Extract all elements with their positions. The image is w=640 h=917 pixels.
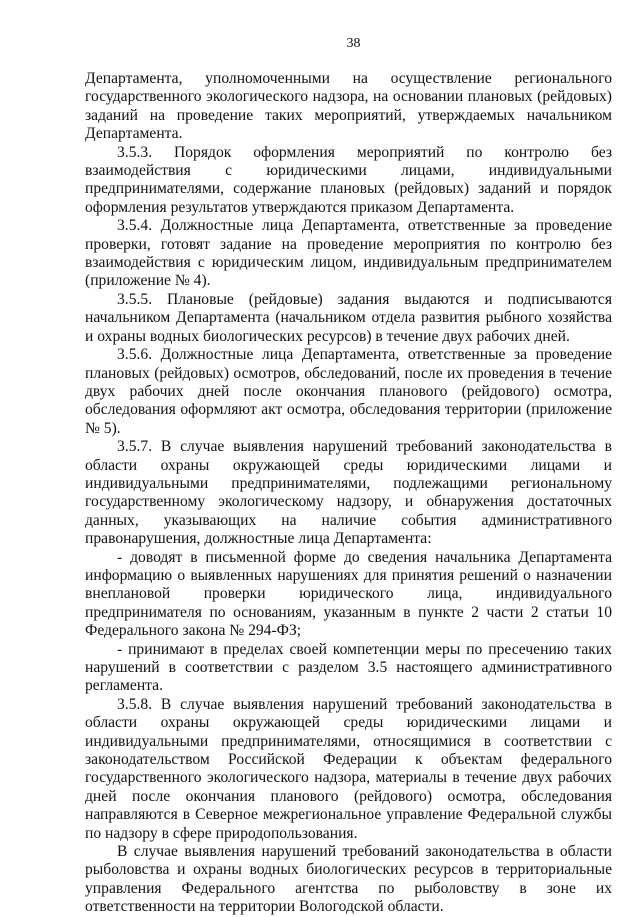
paragraph-3-5-7: 3.5.7. В случае выявления нарушений требований законодательства в области охраны окружающей среды юридическими лицами и индивидуальными предпринимателями, подлежащими региональному государственному экологическому надзору, и обнаружения достаточных данных, указывающих на наличие события административного правонарушения, должностные лица Департамента: bbox=[85, 438, 612, 548]
paragraph-intro: Департамента, уполномоченными на осуществление регионального государственного экологического надзора, на основании плановых (рейдовых) заданий на проведение таких мероприятий, утверждаемых начальником Департамента. bbox=[85, 70, 612, 143]
paragraph-3-5-3: 3.5.3. Порядок оформления мероприятий по контролю без взаимодействия с юридическими лицами, индивидуальными предпринимателями, содержание плановых (рейдовых) заданий и порядок оформления результатов утверждаются приказом Департамента. bbox=[85, 143, 612, 216]
page-number: 38 bbox=[346, 36, 361, 51]
paragraph-fisheries: В случае выявления нарушений требований законодательства в области рыболовства и охраны водных биологических ресурсов в территориальные управления Федерального агентства по рыболовству в зоне их ответственности на территории Вологодской области. bbox=[85, 843, 612, 916]
paragraph-3-5-5: 3.5.5. Плановые (рейдовые) задания выдаются и подписываются начальником Департамента (начальником отдела развития рыбного хозяйства и охраны водных биологических ресурсов) в течение двух рабочих дней. bbox=[85, 290, 612, 345]
paragraph-3-5-8: 3.5.8. В случае выявления нарушений требований законодательства в области охраны окружающей среды юридическими лицами и индивидуальными предпринимателями, относящимися в соответствии с законодательством Российской Федерации к объектам федерального государственного экологического надзора, материалы в течение двух рабочих дней после окончания планового (рейдового) осмотра, обследования направляются в Северное межрегиональное управление Федеральной службы по надзору в сфере природопользования. bbox=[85, 695, 612, 842]
list-item-notify: - доводят в письменной форме до сведения начальника Департамента информацию о выявленных нарушениях для принятия решений о назначении внеплановой проверки юридического лица, индивидуального предпринимателя по основаниям, указанным в пункте 2 части 2 статьи 10 Федерального закона № 294-ФЗ; bbox=[85, 548, 612, 640]
paragraph-3-5-6: 3.5.6. Должностные лица Департамента, ответственные за проведение плановых (рейдовых) осмотров, обследований, после их проведения в течение двух рабочих дней после окончания планового (рейдового) осмотра, обследования оформляют акт осмотра, обследования территории (приложение № 5). bbox=[85, 346, 612, 437]
list-item-measures: - принимают в пределах своей компетенции меры по пресечению таких нарушений в соответствии с разделом 3.5 настоящего административного регламента. bbox=[85, 640, 612, 695]
paragraph-3-5-4: 3.5.4. Должностные лица Департамента, ответственные за проведение проверки, готовят задание на проведение мероприятия по контролю без взаимодействия с юридическим лицом, индивидуальным предпринимателем (приложение № 4). bbox=[85, 217, 612, 290]
document-page bbox=[85, 36, 612, 917]
